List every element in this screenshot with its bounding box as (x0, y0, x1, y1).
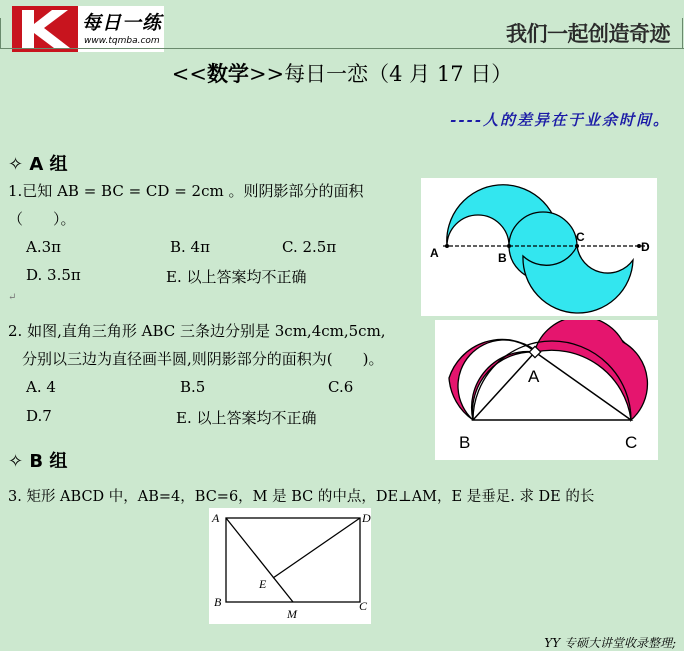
q3-label-a: A (212, 511, 220, 525)
q3-label-d: D (362, 511, 371, 525)
q1-label-c: C (576, 230, 585, 244)
q1-label-a: A (430, 246, 439, 260)
q2-line1: 2. 如图,直角三角形 ABC 三条边分别是 3cm,4cm,5cm, (8, 322, 386, 340)
q3-label-e: E (259, 577, 267, 591)
logo-url: www.tqmba.com (84, 36, 160, 46)
logo (12, 6, 164, 52)
q2-option-c: C.6 (328, 378, 354, 396)
logo-mark-icon (12, 6, 78, 52)
q1-label-d: D (641, 240, 650, 254)
page-title (0, 58, 684, 88)
q2-label-a: A (528, 367, 540, 386)
q2-option-d: D.7 (26, 407, 52, 425)
header-corner-right (682, 18, 683, 48)
q3-label-m: M (287, 607, 297, 621)
q2-figure (435, 320, 658, 460)
header-corner-left (0, 18, 1, 48)
title-suffix: >>每日一恋（4 月 17 日） (248, 62, 513, 86)
q1-option-d: D. 3.5π (26, 266, 81, 284)
q1-option-e: E. 以上答案均不正确 (166, 268, 307, 286)
q2-right-lune (535, 320, 647, 420)
q1-line1: 1.已知 AB = BC = CD = 2cm 。则阴影部分的面积 (8, 182, 364, 200)
footer-credit: YY 专硕大讲堂收录整理; (544, 636, 676, 650)
q2-option-e: E. 以上答案均不正确 (176, 409, 317, 427)
q2-option-b: B.5 (180, 378, 206, 396)
q1-option-b: B. 4π (170, 238, 210, 256)
q1-figure (421, 178, 657, 316)
header-slogan: 我们一起创造奇迹 (506, 22, 670, 46)
q3-line1: 3. 矩形 ABCD 中，AB=4，BC=6，M 是 BC 的中点，DE⊥AM，E 是垂足. 求 DE 的长 (8, 489, 595, 505)
q3-figure (209, 508, 371, 624)
q1-line2: （ ）。 (8, 210, 76, 228)
header-rule (0, 48, 684, 49)
group-b-heading: ✧ B 组 (8, 451, 68, 472)
q3-segment-de (273, 518, 360, 578)
q1-option-c: C. 2.5π (282, 238, 337, 256)
q1-label-b: B (498, 251, 507, 265)
return-mark: ↵ (8, 292, 17, 303)
title-subject: 数学 (206, 61, 249, 86)
q2-line2: 分别以三边为直径画半圆,则阴影部分的面积为( )。 (22, 350, 384, 368)
q2-option-a: A. 4 (26, 378, 56, 396)
title-prefix: << (171, 62, 207, 86)
group-a-heading: ✧ A 组 (8, 154, 68, 175)
q1-option-a: A.3π (26, 238, 62, 256)
q2-label-c: C (625, 433, 638, 452)
q3-label-b: B (214, 595, 222, 609)
q2-label-b: B (459, 433, 471, 452)
q3-rectangle (226, 518, 360, 602)
logo-text: 每日一练 (82, 12, 163, 34)
quote: ----人的差异在于业余时间。 (450, 111, 670, 129)
q3-label-c: C (359, 599, 368, 613)
